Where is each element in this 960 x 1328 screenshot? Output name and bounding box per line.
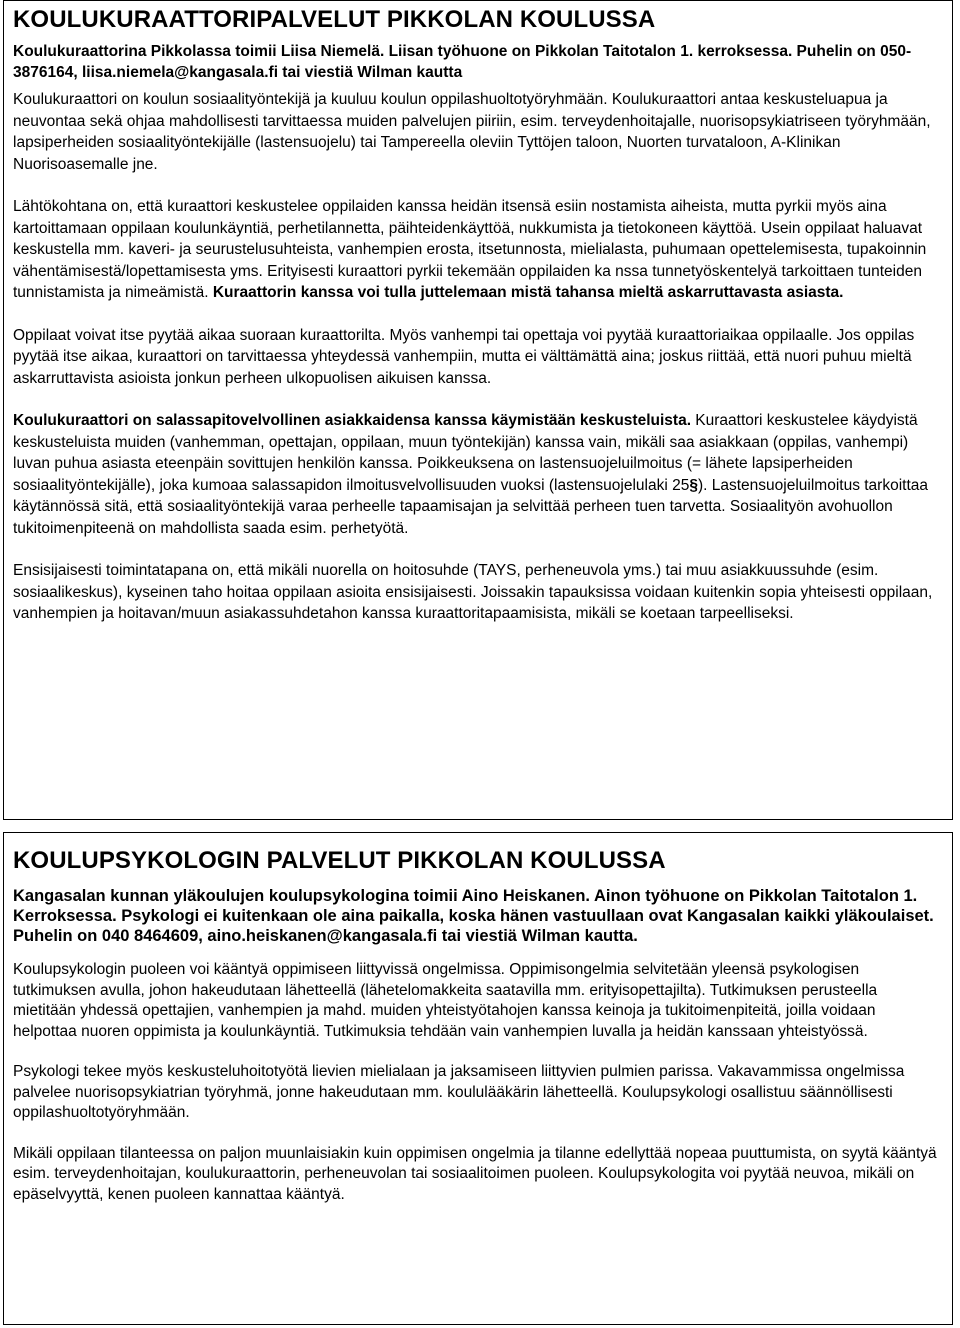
psykologi-section	[3, 832, 953, 1325]
kuraattori-paragraph-4-text-a: Kuraattori keskustelee käydyistä keskusteluista muiden (vanhemman, opettajan, oppilaan, muun työntekijän) kanssa vain, mikäli saa asiakkaan (oppilas, vanhempi) luvan puhua asiasta eteenpäin sovittujen henkilön kanssa. Poikkeuksena on lastensuojeluilmoitus (= lähete lapsiperheiden sosiaalityöntekijälle), joka kumoaa salassapidon ilmoitusvelvollisuuden vuoksi (lastensuojelulaki 25	[13, 412, 918, 494]
psykologi-heading: KOULUPSYKOLOGIN PALVELUT PIKKOLAN KOULUSSA	[13, 847, 666, 874]
kuraattori-paragraph-2	[13, 196, 943, 304]
kuraattori-section	[3, 0, 953, 820]
kuraattori-contact-info: Koulukuraattorina Pikkolassa toimii Liisa Niemelä. Liisan työhuone on Pikkolan Taitotalon 1. kerroksessa. Puhelin on 050-3876164, liisa.niemela@kangasala.fi tai viestiä Wilman kautta	[13, 43, 912, 81]
kuraattori-paragraph-2-emphasis: Kuraattorin kanssa voi tulla juttelemaan mistä tahansa mieltä askarruttavasta asiasta.	[212, 284, 844, 301]
section-sign: §	[689, 476, 698, 494]
kuraattori-paragraph-2-text: Lähtökohtana on, että kuraattori keskustelee oppilaiden kanssa heidän itsensä esiin nostamista aiheista, mutta pyrkii myös aina kartoittamaan oppilaan koulunkäyntiä, perhetilannetta, päihteidenkäyttöä, nukkumista ja tietokoneen käyttöä. Usein oppilaat haluavat keskustella mm. kaveri- ja seurustelusuhteista, vanhempien erosta, itsetunnosta, mielialasta, puhumaan opettelemisesta, tupakoinnin vähentämisestä/lopettamisesta yms. Erityisesti kuraattori pyrkii tekemään oppilaiden ka nssa tunnetyöskentelyä tarkoittaen tunteiden tunnistamista ja nimeämistä.	[13, 198, 927, 301]
kuraattori-paragraph-3: Oppilaat voivat itse pyytää aikaa suoraan kuraattorilta. Myös vanhempi tai opettaja voi pyytää kuraattoriaikaa oppilaalle. Jos oppilas pyytää itse aikaa, kuraattori on tarvittaessa yhteydessä vanhempiin, mutta ei välttämättä aina; joskus riittää, että nuori puhuu mieltä askarruttavista asioista jonkun perheen ulkopuolisen aikuisen kanssa.	[13, 326, 915, 387]
kuraattori-paragraph-5: Ensisijaisesti toimintatapana on, että mikäli nuorella on hoitosuhde (TAYS, perheneuvola yms.) tai muu asiakkuussuhde (esim. sosiaalikeskus), kyseinen taho hoitaa oppilaan asioita ensisijaisesti. Joissakin tapauksissa voidaan kuitenkin sopia yhteisesti oppilaan, vanhempien ja hoitavan/muun asiakassuhdetahon kanssa kuraattoritapaamisista, mikäli se koetaan tarpeelliseksi.	[13, 562, 933, 622]
psykologi-paragraph-2: Psykologi tekee myös keskusteluhoitotyötä lievien mielialaan ja jaksamiseen liittyvien pulmien parissa. Vakavammissa ongelmissa palvelee nuorisopsykiatrian työryhmä, jonne hakeudutaan mm. koululääkärin lähetteellä. Koulupsykologi osallistuu säännöllisesti oppilashuoltotyöryhmään.	[13, 1063, 905, 1121]
kuraattori-paragraph-4	[13, 410, 943, 539]
psykologi-paragraph-1: Koulupsykologin puoleen voi kääntyä oppimiseen liittyvissä ongelmissa. Oppimisongelmia selvitetään yleensä psykologisen tutkimuksen avulla, johon hakeudutaan lähetteellä (lähetelomakkeita saatavilla mm. erityisopettajilta). Tutkimuksen perusteella mietitään yhdessä opettajien, vanhempien ja mahd. muiden yhteistyötahojen kanssa keinoja ja tukitoimenpiteitä, joilla voidaan helpottaa nuoren oppimista ja koulunkäyntiä. Tutkimuksia tehdään vain vanhempien luvalla ja heidän kanssaan yhteistyössä.	[13, 961, 878, 1040]
kuraattori-paragraph-1: Koulukuraattori on koulun sosiaalityöntekijä ja kuuluu koulun oppilashuoltotyöryhmään. Koulukuraattori antaa keskusteluapua ja neuvontaa sekä ohjaa mahdollisesti tarvittaessa muiden palvelujen piiriin, esim. terveydenhoitajalle, nuorisopsykiatriseen työryhmään, lapsiperheiden sosiaalityöntekijälle (lastensuojelu) tai Tampereella oleviin Tyttöjen taloon, Nuorten turvataloon, A-Klinikan Nuorisoasemalle jne.	[13, 91, 931, 173]
kuraattori-paragraph-4-text-b: ). Lastensuojeluilmoitus tarkoittaa käytännössä sitä, että sosiaalityöntekijä varaa perheelle tapaamisajan ja selvittää perheen tuen tarvetta. Sosiaalityön avohuollon tukitoimenpiteenä on mahdollista saada esim. perhetyötä.	[13, 476, 929, 537]
kuraattori-heading: KOULUKURAATTORIPALVELUT PIKKOLAN KOULUSSA	[13, 6, 656, 33]
psykologi-contact-info: Kangasalan kunnan yläkoulujen koulupsykologina toimii Aino Heiskanen. Ainon työhuone on Pikkolan Taitotalon 1. Kerroksessa. Psykologi ei kuitenkaan ole aina paikalla, koska hänen vastuullaan ovat Kangasalan kaikki yläkoulaiset. Puhelin on 040 8464609, aino.heiskanen@kangasala.fi tai viestiä Wilman kautta.	[13, 887, 934, 945]
psykologi-paragraph-3: Mikäli oppilaan tilanteessa on paljon muunlaisiakin kuin oppimisen ongelmia ja tilanne edellyttää nopeaa puuttumista, on syytä kääntyä esim. terveydenhoitajan, koulukuraattorin, perheneuvolan tai sosiaalitoimen puoleen. Koulupsykologita voi pyytää neuvoa, mikäli on epäselvyyttä, kenen puoleen kannattaa kääntyä.	[13, 1144, 937, 1203]
kuraattori-confidentiality-statement: Koulukuraattori on salassapitovelvollinen asiakkaidensa kanssa käymistään keskusteluista.	[13, 412, 691, 429]
